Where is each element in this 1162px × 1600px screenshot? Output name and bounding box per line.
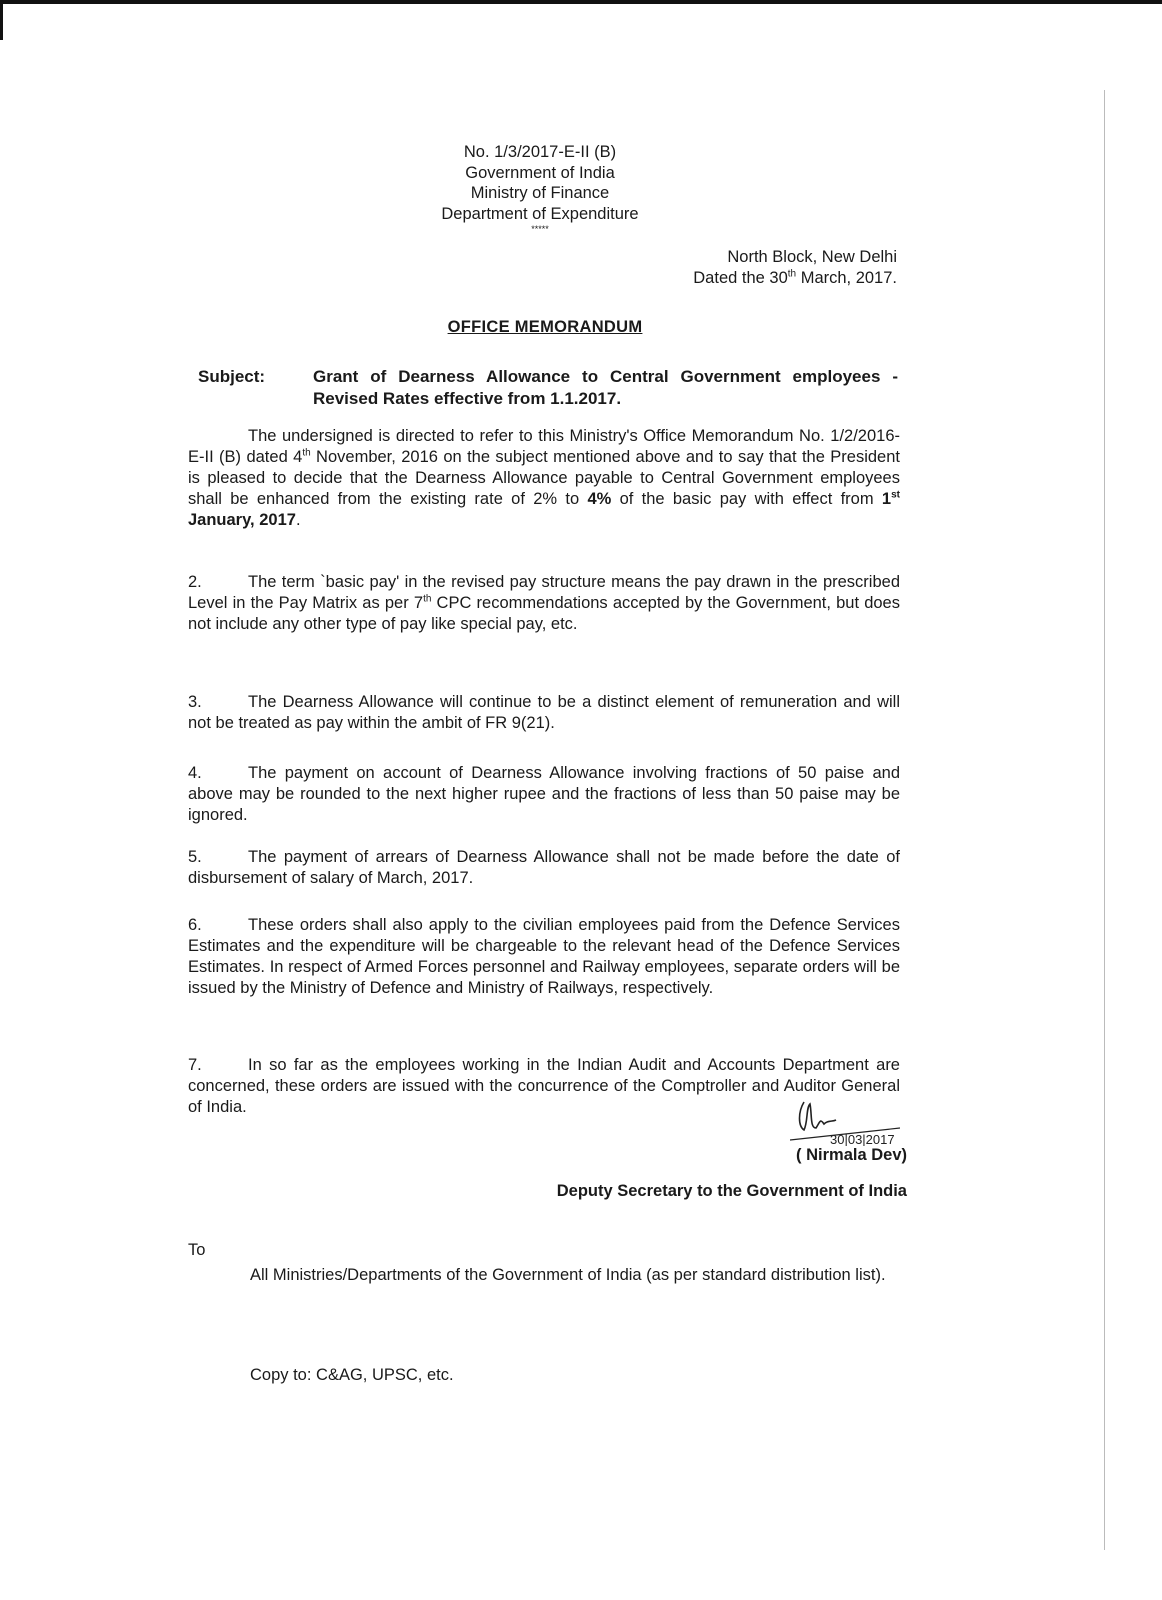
handwritten-date: 30|03|2017	[830, 1132, 895, 1146]
scan-edge-top	[0, 0, 1162, 4]
signatory-designation: Deputy Secretary to the Government of India	[556, 1182, 907, 1200]
signatory-name: ( Nirmala Dev)	[796, 1146, 907, 1164]
place: North Block, New Delhi	[727, 248, 897, 266]
subject-text: Grant of Dearness Allowance to Central Government employees - Revised Rates effective from 1.1.2017.	[313, 367, 898, 408]
paragraph-1: The undersigned is directed to refer to this Ministry's Office Memorandum No. 1/2/2016-E-II (B) dated 4th November, 2016 on the subject mentioned above and to say that the President is pleased to decide that the Dearness Allowance payable to Central Government employees shall be enhanced from the existing rate of 2% to 4% of the basic pay with effect from 1st January, 2017.	[188, 427, 900, 529]
ministry: Ministry of Finance	[470, 184, 610, 202]
scan-edge-left	[0, 0, 3, 40]
paragraph-5: 5. The payment of arrears of Dearness Allowance shall not be made before the date of disbursement of salary of March, 2017.	[188, 848, 900, 887]
department: Department of Expenditure	[441, 204, 639, 223]
letterhead	[340, 142, 740, 234]
date: Dated the 30th March, 2017.	[693, 268, 897, 287]
to-label: To	[188, 1241, 206, 1259]
document-title: OFFICE MEMORANDUM	[447, 318, 643, 336]
addressee: All Ministries/Departments of the Government of India (as per standard distribution list).	[250, 1266, 886, 1284]
signature-scribble	[790, 1098, 900, 1146]
paragraph-6: 6. These orders shall also apply to the civilian employees paid from the Defence Services Estimates and the expenditure will be chargeable to the relevant head of the Defence Services Estimates. In respect of Armed Forces personnel and Railway employees, separate orders will be issued by the Ministry of Defence and Ministry of Railways, respectively.	[188, 916, 900, 997]
place-date	[693, 247, 897, 289]
stars-divider: *****	[531, 224, 549, 234]
government: Government of India	[465, 163, 615, 182]
copy-to: Copy to: C&AG, UPSC, etc.	[250, 1366, 454, 1384]
file-number: No. 1/3/2017-E-II (B)	[463, 143, 617, 161]
scan-edge-right	[1104, 90, 1105, 1550]
paragraph-7: 7. In so far as the employees working in the Indian Audit and Accounts Department are concerned, these orders are issued with the concurrence of the Comptroller and Auditor General of India.	[188, 1056, 900, 1116]
paragraph-4: 4. The payment on account of Dearness Allowance involving fractions of 50 paise and above may be rounded to the next higher rupee and the fractions of less than 50 paise may be ignored.	[188, 764, 900, 824]
subject-label: Subject:	[198, 367, 266, 386]
paragraph-2: 2. The term `basic pay' in the revised pay structure means the pay drawn in the prescribed Level in the Pay Matrix as per 7th CPC recommendations accepted by the Government, but does not include any other type of pay like special pay, etc.	[188, 573, 900, 633]
paragraph-3: 3. The Dearness Allowance will continue to be a distinct element of remuneration and will not be treated as pay within the ambit of FR 9(21).	[188, 693, 900, 732]
handwritten-signature	[790, 1098, 900, 1152]
